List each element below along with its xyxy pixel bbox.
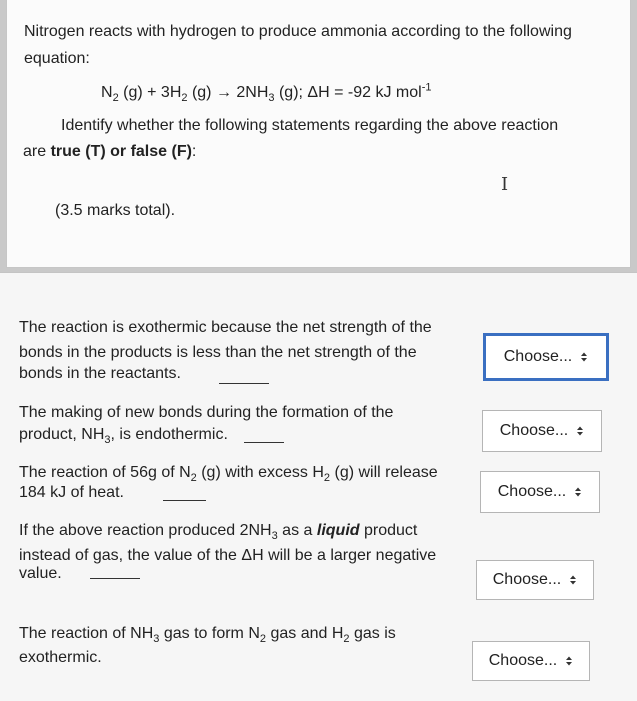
- statement-2-line2: product, $NH_3$, is endothermic.: [19, 426, 228, 447]
- marks-total: (3.5 marks total).: [55, 202, 176, 219]
- select-label: Choose...: [497, 483, 567, 500]
- up-down-chevron-icon: [576, 425, 584, 437]
- statement-5-line2: exothermic.: [19, 649, 102, 666]
- statement-4-line2: instead of gas, the value of the ΔH will be a larger negative: [19, 547, 437, 564]
- statement-5-line1: The reaction of $NH_3$ gas to form $N_2$ gas and $H_2$ gas is: [19, 625, 396, 646]
- statement-3-line1: The reaction of 56g of $N_2$ (g) with excess $H_2$ (g) will release: [19, 464, 438, 485]
- statement-2-line1: The making of new bonds during the formation of the: [19, 404, 394, 421]
- select-label: Choose...: [503, 348, 573, 365]
- statement-1-select[interactable]: [483, 333, 609, 381]
- statement-4-select[interactable]: [476, 560, 594, 600]
- answer-blank: [163, 500, 206, 501]
- statements-panel: [0, 272, 637, 701]
- statement-4-line1: If the above reaction produced $2NH_3$ as a liquid product: [19, 522, 418, 543]
- up-down-chevron-icon: [569, 574, 577, 586]
- statement-1-line2: bonds in the products is less than the net strength of the: [19, 344, 417, 361]
- statement-2-select[interactable]: [482, 410, 602, 452]
- answer-blank: [244, 442, 284, 443]
- question-intro-line2: equation:: [24, 50, 90, 67]
- answer-blank: [90, 578, 140, 579]
- statement-3-select[interactable]: [480, 471, 600, 513]
- up-down-chevron-icon: [565, 655, 573, 667]
- question-panel: [6, 0, 631, 268]
- text-cursor-icon: I: [501, 174, 509, 195]
- select-label: Choose...: [499, 422, 569, 439]
- statement-1-line3: bonds in the reactants.: [19, 365, 181, 382]
- select-label: Choose...: [488, 652, 558, 669]
- question-intro-line1: Nitrogen reacts with hydrogen to produce ammonia according to the following: [24, 23, 572, 40]
- answer-blank: [219, 383, 269, 384]
- statement-4-line3: value.: [19, 565, 62, 582]
- reaction-equation: $N_2$ $(g) + 3H_2$ $(g) \to 2NH_3$ (g); ΔH = -92 kJ mol$^{-1}$: [101, 81, 432, 105]
- instruction-line1: Identify whether the following statements regarding the above reaction: [61, 117, 559, 134]
- up-down-chevron-icon: [580, 351, 588, 363]
- statement-5-select[interactable]: [472, 641, 590, 681]
- instruction-line2: are true (T) or false (F):: [23, 143, 197, 160]
- statement-3-line2: 184 kJ of heat.: [19, 484, 124, 501]
- select-label: Choose...: [492, 571, 562, 588]
- statement-1-line1: The reaction is exothermic because the net strength of the: [19, 319, 432, 336]
- up-down-chevron-icon: [574, 486, 582, 498]
